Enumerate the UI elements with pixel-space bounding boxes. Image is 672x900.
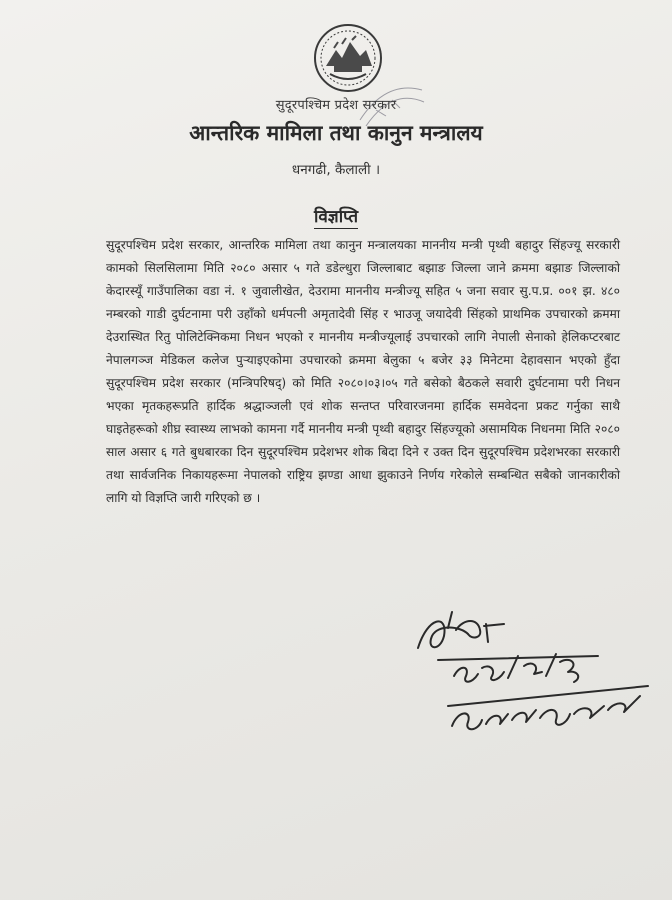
ministry-name: आन्तरिक मामिला तथा कानुन मन्त्रालय bbox=[189, 121, 483, 145]
office-name: सुदूरपश्चिम प्रदेश सरकार bbox=[275, 98, 397, 113]
notice-title bbox=[0, 204, 672, 227]
notice-body: सुदूरपश्चिम प्रदेश सरकार, आन्तरिक मामिला तथा कानुन मन्त्रालयका माननीय मन्त्री पृथ्वी बहादुर सिंहज्यू सरकारी कामको सिलसिलामा मिति २०८० असार ५ गते डडेल्धुरा जिल्लाबाट बझाङ जिल्ला जाने क्रममा बझाङ जिल्लाको केदारस्यूँ गाउँपालिका वडा नं. १ जुवालीखेत, देउरामा माननीय मन्त्रीज्यू सहित ५ जना सवार सु.प.प्र. ००१ झ. ४८० नम्बरको गाडी दुर्घटनामा परी उहाँको धर्मपत्नी अमृतादेवी सिंह र भाउजू जयादेवी सिंहको प्राथमिक उपचारको क्रममा देउरास्थित रितु पोलिटेक्निकमा निधन भएको र माननीय मन्त्रीज्यूलाई उपचारको लागि नेपाली सेनाको हेलिकप्टरबाट नेपालगञ्ज मेडिकल कलेज पुऱ्याइएकोमा उपचारको क्रममा बेलुका ५ बजेर ३३ मिनेटमा देहावसान भएको हुँदा सुदूरपश्चिम प्रदेश सरकार (मन्त्रिपरिषद्) को मिति २०८०।०३।०५ गते बसेको बैठकले सवारी दुर्घटनामा परी निधन भएका मृतकहरूप्रति हार्दिक श्रद्धाञ्जली एवं शोक सन्तप्त परिवारजनमा हार्दिक समवेदना प्रकट गर्नुका साथै घाइतेहरूको शीघ्र स्वास्थ्य लाभको कामना गर्दै माननीय मन्त्री पृथ्वी बहादुर सिंहज्यूको असामयिक निधनमा मिति २०८० साल असार ६ गते बुधबारका दिन सुदूरपश्चिम प्रदेशभर शोक बिदा दिने र उक्त दिन सुदूरपश्चिम प्रदेशभरका सरकारी तथा सार्वजनिक निकायहरूमा नेपालको राष्ट्रिय झण्डा आधा झुकाउने निर्णय गरेकोले सम्बन्धित सबैको जानकारीको लागि यो विज्ञप्ति जारी गरिएको छ । bbox=[106, 238, 620, 505]
office-location: धनगढी, कैलाली । bbox=[291, 162, 381, 178]
handwritten-signature-icon bbox=[408, 606, 658, 746]
notice-title-text: विज्ञप्ति bbox=[313, 207, 359, 227]
